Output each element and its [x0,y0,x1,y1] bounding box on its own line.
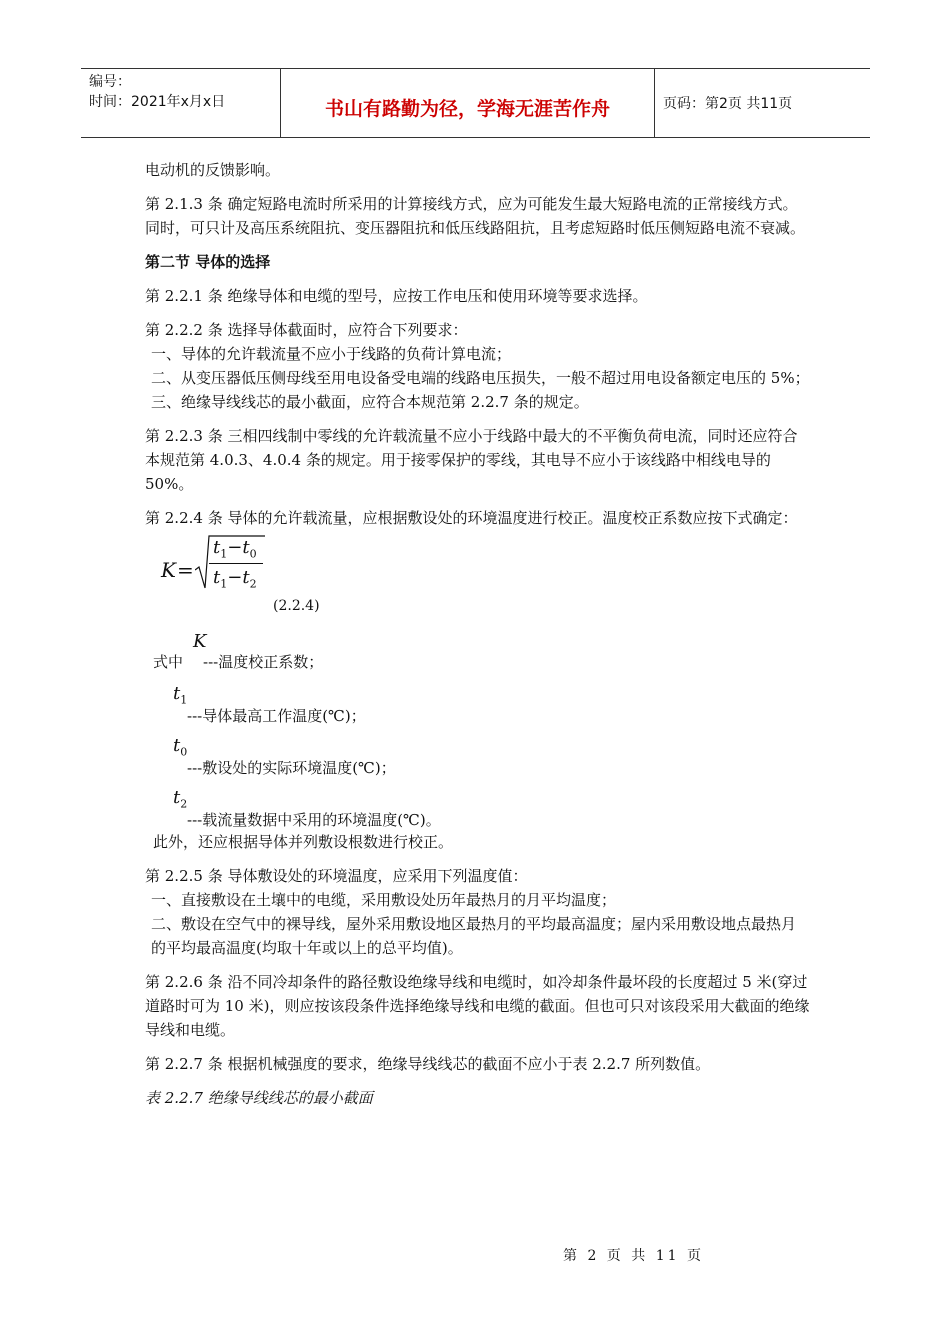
variable-t1-desc: ---导体最高工作温度(℃)； [187,707,366,725]
document-number-label: 编号： [89,74,131,90]
clause-2-1-3: 第 2.1.3 条 确定短路电流时所采用的计算接线方式，应为可能发生最大短路电流的正常接线方式。同时，可只计及高压系统阻抗、变压器阻抗和低压线路阻抗，且考虑短路时低压侧短路电流不衰减。 [145,195,806,237]
clause-2-2-2-item-2: 二、从变压器低压侧母线至用电设备受电端的线路电压损失，一般不超过用电设备额定电压的 5%； [151,369,810,387]
paragraph-continuation: 电动机的反馈影响。 [145,161,281,179]
table-caption: 表 2.2.7 绝缘导线线芯的最小截面 [145,1089,373,1107]
variable-K-symbol: K [193,631,207,652]
variable-K-row [145,630,810,682]
formula-lhs: K [161,558,176,582]
clause-2-2-2-item-1: 一、导体的允许载流量不应小于线路的负荷计算电流； [151,345,512,363]
header-motto: 书山有路勤为径，学海无涯苦作舟 [281,69,655,137]
clause-2-2-4-extra: 此外，还应根据导体并列敷设根数进行校正。 [153,833,454,851]
variable-t0-row [145,730,810,778]
variable-t2-desc: ---载流量数据中采用的环境温度(℃)。 [187,811,441,829]
document-body [145,158,810,1110]
clause-2-2-3: 第 2.2.3 条 三相四线制中零线的允许载流量不应小于线路中最大的不平衡负荷电流，同时还应符合本规范第 4.0.3、4.0.4 条的规定。用于接零保护的零线，其电导不应小于该线路中相线电导的 50%。 [145,427,798,493]
clause-2-2-1: 第 2.2.1 条 绝缘导体和电缆的型号，应按工作电压和使用环境等要求选择。 [145,287,648,305]
clause-2-2-5-item-2: 二、敷设在空气中的裸导线，屋外采用敷设地区最热月的平均最高温度；屋内采用敷设地点最热月的平均最高温度(均取十年或以上的总平均值)。 [151,915,797,957]
equation-number: (2.2.4) [273,598,320,614]
clause-2-2-6: 第 2.2.6 条 沿不同冷却条件的路径敷设绝缘导线和电缆时，如冷却条件最坏段的长度超过 5 米(穿过道路时可为 10 米)，则应按该段条件选择绝缘导线和电缆的截面。但也可只对该段采用大截面的绝缘导线和电缆。 [145,973,810,1039]
variable-K-desc: ---温度校正系数； [203,653,324,671]
page-footer: 第 2 页 共 11 页 [563,1248,704,1264]
clause-2-2-2-item-3: 三、绝缘导线线芯的最小截面，应符合本规范第 2.2.7 条的规定。 [151,393,589,411]
clause-2-2-7: 第 2.2.7 条 根据机械强度的要求，绝缘导线线芯的截面不应小于表 2.2.7 所列数值。 [145,1055,711,1073]
page-header [81,68,870,138]
clause-2-2-2: 第 2.2.2 条 选择导体截面时，应符合下列要求： [145,321,468,339]
variable-t2-symbol: $t_2$ [173,787,188,811]
temperature-correction-formula [145,530,810,630]
fraction-bar [209,563,263,564]
clause-2-2-4: 第 2.2.4 条 导体的允许载流量，应根据敷设处的环境温度进行校正。温度校正系数应按下式确定： [145,509,798,527]
variable-t2-row [145,778,810,830]
section-heading: 第二节 导体的选择 [145,253,271,271]
formula-denominator: $t_1-t_2$ [213,567,257,591]
formula-numerator: $t_1-t_0$ [213,537,257,561]
header-left-cell [81,69,281,137]
clause-2-2-5: 第 2.2.5 条 导体敷设处的环境温度，应采用下列温度值： [145,867,528,885]
formula-equals: = [177,558,194,582]
variable-t0-desc: ---敷设处的实际环境温度(℃)； [187,759,396,777]
clause-2-2-5-item-1: 一、直接敷设在土壤中的电缆，采用敷设处历年最热月的月平均温度； [151,891,617,909]
variable-t1-symbol: $t_1$ [173,683,188,707]
date-label: 时间：2021年x月x日 [89,94,226,110]
variable-t1-row [145,682,810,730]
where-label: 式中 [153,653,184,671]
header-page-info: 页码：第2页 共11页 [663,96,793,112]
variable-t0-symbol: $t_0$ [173,735,188,759]
